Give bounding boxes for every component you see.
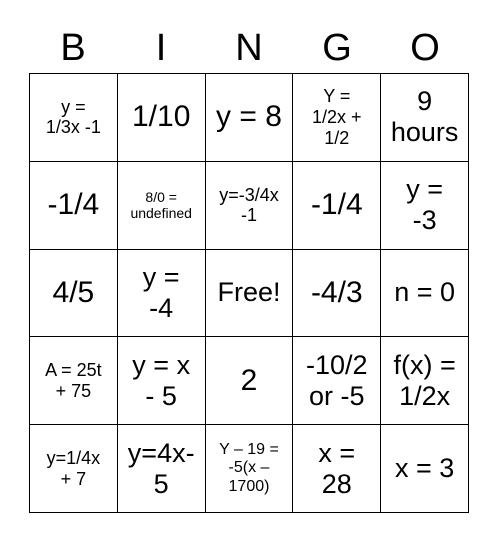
header-letter-n: N: [235, 27, 263, 69]
bingo-cell: y = x - 5: [118, 337, 206, 425]
header-letter-o: O: [410, 27, 440, 69]
bingo-cell: y=4x- 5: [118, 425, 206, 513]
bingo-cell: y = 8: [206, 74, 294, 162]
bingo-cell: x = 3: [381, 425, 469, 513]
bingo-cell: y = -4: [118, 250, 206, 338]
bingo-cell: y = 1/3x -1: [30, 74, 118, 162]
header-letter-g: G: [322, 27, 352, 69]
bingo-cell: 9 hours: [381, 74, 469, 162]
bingo-cell: x = 28: [293, 425, 381, 513]
bingo-cell: Y – 19 = -5(x – 1700): [206, 425, 294, 513]
header-letter-b: B: [60, 27, 86, 69]
bingo-cell: y=-3/4x -1: [206, 162, 294, 250]
bingo-cell: y=1/4x + 7: [30, 425, 118, 513]
bingo-header: [29, 22, 469, 74]
bingo-cell: -1/4: [293, 162, 381, 250]
bingo-cell: 1/10: [118, 74, 206, 162]
free-space-cell: Free!: [206, 250, 294, 338]
bingo-cell: 2: [206, 337, 294, 425]
header-letter-i: I: [155, 27, 167, 69]
bingo-cell: 4/5: [30, 250, 118, 338]
bingo-cell: Y = 1/2x + 1/2: [293, 74, 381, 162]
bingo-cell: -4/3: [293, 250, 381, 338]
bingo-board: [29, 73, 469, 513]
bingo-cell: n = 0: [381, 250, 469, 338]
bingo-cell: y = -3: [381, 162, 469, 250]
bingo-cell: 8/0 = undefined: [118, 162, 206, 250]
bingo-cell: f(x) = 1/2x: [381, 337, 469, 425]
bingo-cell: A = 25t + 75: [30, 337, 118, 425]
bingo-cell: -1/4: [30, 162, 118, 250]
bingo-cell: -10/2 or -5: [293, 337, 381, 425]
